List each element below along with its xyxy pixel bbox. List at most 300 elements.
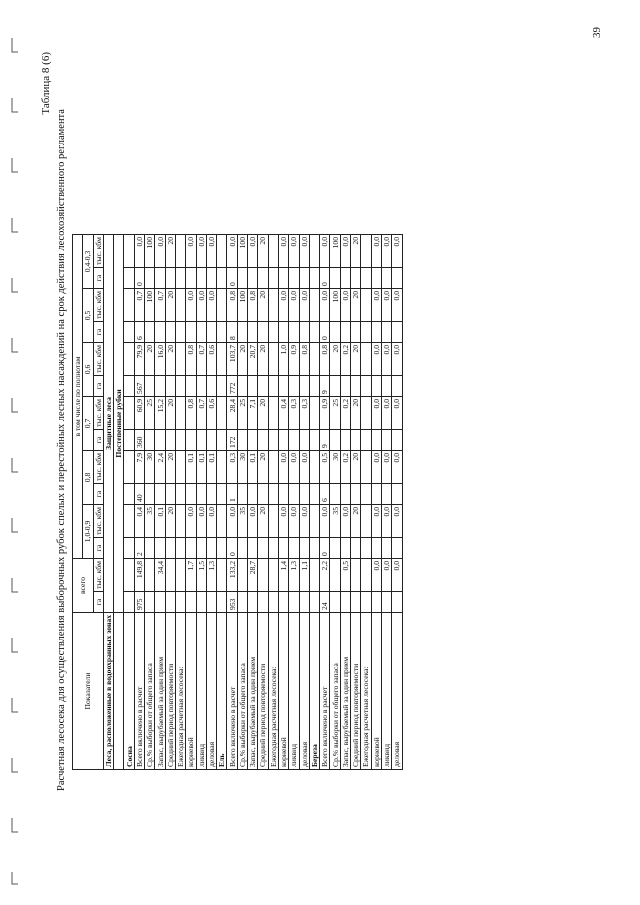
cell-ga [371,321,381,342]
cell-ga [278,267,288,288]
cell-ga: 6 [320,483,330,504]
cell-ga [381,375,391,396]
empty-cell [309,342,319,375]
unit-vol: тыс. кбм [93,396,103,429]
cell-ga [351,321,361,342]
cell-vol: 0,0 [371,288,381,321]
empty-cell [217,504,227,537]
cell-vol: 0,0 [392,558,402,591]
cell-vol: 20 [258,288,268,321]
cell-vol: 0,0 [381,450,391,483]
cell-ga [340,591,350,612]
cell-ga [165,267,175,288]
cell-ga: 0 [320,321,330,342]
cell-ga [330,483,340,504]
table-row [381,234,391,769]
cell-vol: 0,9 [320,396,330,429]
cell-vol: 0,0 [320,504,330,537]
cell-ga [381,591,391,612]
cell-ga [258,375,268,396]
cell-ga [361,483,371,504]
empty-cell [124,450,134,483]
row-label: Ежегодная расчетная лесосека: [361,612,371,769]
empty-cell [309,267,319,288]
cell-vol: 0,2 [340,396,350,429]
empty-cell [309,558,319,591]
empty-cell [124,342,134,375]
unit-vol: тыс. кбм [93,342,103,375]
cell-vol [361,450,371,483]
cell-ga [330,321,340,342]
unit-ga: га [93,483,103,504]
unit-ga: га [93,537,103,558]
header-indicator: Показатели [73,612,104,769]
cell-ga [155,321,165,342]
empty-cell [124,267,134,288]
cell-vol: 79,9 [134,342,144,375]
cell-ga [299,537,309,558]
cell-vol: 0,8 [186,342,196,375]
cell-ga [361,321,371,342]
cell-ga [258,537,268,558]
cell-vol: 15,2 [155,396,165,429]
cell-vol [165,558,175,591]
row-label: корневой [278,612,288,769]
cell-ga [186,429,196,450]
cell-ga [278,321,288,342]
row-label: Средний период повторяемости [258,612,268,769]
cell-ga: 0 [134,267,144,288]
table-row [351,234,361,769]
cell-ga: 6 [134,321,144,342]
cell-vol: 0,0 [289,450,299,483]
cell-vol: 0,0 [278,234,288,267]
table-row [340,234,350,769]
cell-vol: 0,0 [299,234,309,267]
cell-ga: 172 [227,429,237,450]
cell-vol: 0,2 [340,450,350,483]
table-row [196,234,206,769]
cell-vol: 0,6 [206,396,216,429]
empty-cell [217,558,227,591]
cell-vol: 1,3 [206,558,216,591]
cell-ga [330,375,340,396]
cell-ga [381,483,391,504]
banner-cut: Постепенные рубки [114,234,124,612]
cell-ga: 0 [227,267,237,288]
table-row [361,234,371,769]
cell-vol: 0,0 [320,234,330,267]
cell-ga [268,429,278,450]
banner-forests: Защитные леса [103,234,113,612]
cell-vol: 0,0 [371,558,381,591]
cell-ga [371,429,381,450]
empty-cell [309,429,319,450]
cell-vol: 0,0 [299,504,309,537]
row-label: деловая [299,612,309,769]
empty-cell [124,396,134,429]
cell-vol: 35 [145,504,155,537]
row-label: Средний период повторяемости [165,612,175,769]
empty-cell [124,234,134,267]
header-density: 1,0-0,9 [83,504,93,558]
cell-ga: 24 [320,591,330,612]
cell-ga [206,429,216,450]
cell-ga [145,267,155,288]
cell-vol: 0,0 [206,234,216,267]
cell-ga [340,429,350,450]
cell-vol: 0,0 [206,504,216,537]
cell-ga [165,375,175,396]
cell-vol: 0,0 [186,504,196,537]
spacer-cell [114,612,124,769]
cell-vol: 20 [165,342,175,375]
cell-vol: 0,2 [340,342,350,375]
cell-vol: 0,1 [206,450,216,483]
table-row [371,234,381,769]
cell-vol: 35 [237,504,247,537]
cell-vol: 0,0 [278,450,288,483]
cell-vol: 0,0 [289,234,299,267]
row-label: Ежегодная расчетная лесосека: [175,612,185,769]
cell-ga [186,591,196,612]
cell-ga [175,267,185,288]
empty-cell [309,483,319,504]
cell-ga [237,591,247,612]
cell-ga [268,321,278,342]
cell-vol: 34,4 [155,558,165,591]
empty-cell [309,396,319,429]
cell-vol: 0,0 [196,504,206,537]
cell-vol [361,558,371,591]
cell-vol: 0,0 [371,504,381,537]
cell-ga [165,537,175,558]
cell-ga [289,267,299,288]
cell-vol: 25 [330,396,340,429]
table-row [134,234,144,769]
cell-vol: 16,0 [155,342,165,375]
cell-vol: 0,0 [392,450,402,483]
empty-cell [309,375,319,396]
cell-vol: 0,8 [248,288,258,321]
cell-vol: 0,0 [289,504,299,537]
cell-vol [268,396,278,429]
cell-vol: 100 [237,288,247,321]
cell-vol: 1,3 [289,558,299,591]
cell-vol: 20 [165,450,175,483]
cell-vol [175,558,185,591]
unit-ga: га [93,591,103,612]
cell-vol: 1,1 [299,558,309,591]
cell-ga [268,267,278,288]
table-row [155,234,165,769]
cell-ga [196,483,206,504]
cell-ga [237,483,247,504]
cell-ga [340,483,350,504]
cell-ga [361,537,371,558]
cell-vol: 0,0 [381,288,391,321]
empty-cell [217,267,227,288]
cell-ga [196,537,206,558]
cell-ga [289,375,299,396]
row-label: ликвид [289,612,299,769]
cell-vol: 0,0 [186,234,196,267]
cell-ga [278,483,288,504]
cell-vol: 20 [165,396,175,429]
cell-ga [155,375,165,396]
row-label: ликвид [196,612,206,769]
cell-vol: 0,7 [196,342,206,375]
cell-ga [371,591,381,612]
cell-ga [145,375,155,396]
cell-ga [278,537,288,558]
cell-ga [206,321,216,342]
cell-ga [165,483,175,504]
cell-vol: 0,0 [289,288,299,321]
cell-ga [381,537,391,558]
cell-ga [392,321,402,342]
cell-vol: 100 [330,234,340,267]
cell-vol: 100 [145,234,155,267]
cell-vol: 7,1 [248,396,258,429]
cell-ga [206,267,216,288]
cell-ga [145,483,155,504]
cell-vol: 133,2 [227,558,237,591]
cell-vol: 20 [330,342,340,375]
row-label: корневой [186,612,196,769]
cell-ga [299,591,309,612]
zone-label: Леса, расположенные в водоохранных зонах [103,612,113,769]
header-density: 0,7 [83,396,93,450]
cell-vol: 0,0 [371,234,381,267]
table-row [186,234,196,769]
row-label: Запас, вырубаемый за один прием [340,612,350,769]
table-row [392,234,402,769]
unit-ga: га [93,375,103,396]
cell-vol: 20 [258,342,268,375]
cell-vol: 20 [145,342,155,375]
cell-vol: 0,0 [206,288,216,321]
cell-ga [237,321,247,342]
cell-ga: 9 [320,375,330,396]
cell-ga: 953 [227,591,237,612]
table-row [237,234,247,769]
cell-vol [175,396,185,429]
header-in-density: в том числе по полнотам [73,234,83,558]
cell-vol: 28,7 [248,558,258,591]
header-density: 0,4-0,3 [83,234,93,288]
cell-ga [392,483,402,504]
unit-vol: тыс. кбм [93,234,103,267]
forest-cut-table [72,234,403,770]
cell-ga [258,429,268,450]
empty-cell [124,429,134,450]
empty-cell [309,288,319,321]
row-label: деловая [392,612,402,769]
cell-vol: 0,0 [340,234,350,267]
cell-ga [248,429,258,450]
cell-vol: 0,3 [227,450,237,483]
empty-cell [124,558,134,591]
table-row [248,234,258,769]
table-row [268,234,278,769]
cell-vol: 1,0 [278,342,288,375]
cell-ga [258,267,268,288]
cell-vol: 0,0 [196,234,206,267]
cell-ga [371,375,381,396]
row-label: корневой [371,612,381,769]
cell-ga [330,429,340,450]
row-label: Всего включено в расчет [227,612,237,769]
cell-vol: 0,0 [381,558,391,591]
cell-ga [186,375,196,396]
row-label: Средний период повторяемости [351,612,361,769]
cell-vol [268,234,278,267]
cell-vol: 0,8 [227,288,237,321]
cell-vol: 20 [237,342,247,375]
cell-ga [299,429,309,450]
cell-ga: 975 [134,591,144,612]
empty-cell [124,321,134,342]
cell-ga [371,267,381,288]
cell-ga [299,375,309,396]
cell-ga [361,591,371,612]
cell-ga: 0 [320,267,330,288]
empty-cell [217,591,227,612]
cell-ga [196,429,206,450]
cell-ga: 360 [134,429,144,450]
unit-vol: тыс. кбм [93,288,103,321]
cell-ga: 9 [320,429,330,450]
cell-ga [175,375,185,396]
empty-cell [309,321,319,342]
cell-vol: 30 [330,450,340,483]
empty-cell [217,396,227,429]
cell-ga [186,267,196,288]
empty-cell [217,342,227,375]
cell-vol [361,342,371,375]
empty-cell [124,375,134,396]
cell-vol: 100 [237,234,247,267]
cell-ga [361,375,371,396]
table-row [175,234,185,769]
cell-vol: 35 [330,504,340,537]
cell-ga [175,429,185,450]
cell-ga [340,267,350,288]
table-row [278,234,288,769]
cell-ga [351,483,361,504]
cell-vol: 0,0 [196,288,206,321]
empty-cell [309,537,319,558]
cell-ga [268,537,278,558]
cell-vol: 0,0 [381,396,391,429]
table-number: Таблица 8 (6) [40,52,52,115]
empty-cell [309,234,319,267]
cell-ga [278,429,288,450]
cell-vol: 20 [258,234,268,267]
cell-vol [268,558,278,591]
cell-vol: 28,4 [227,396,237,429]
empty-cell [309,450,319,483]
cell-vol [330,558,340,591]
cell-ga: 567 [134,375,144,396]
table-row [320,234,330,769]
cell-vol: 20 [351,288,361,321]
cell-vol: 0,0 [392,504,402,537]
cell-ga [289,321,299,342]
cell-vol: 0,5 [320,450,330,483]
cell-ga [175,321,185,342]
cell-vol: 0,0 [371,342,381,375]
cell-vol: 0,0 [278,504,288,537]
cell-ga [299,267,309,288]
cell-vol [258,558,268,591]
cell-ga [196,375,206,396]
cell-ga [278,591,288,612]
cell-vol: 1,7 [186,558,196,591]
cell-ga [186,483,196,504]
cell-vol: 0,0 [155,234,165,267]
cell-vol: 0,1 [186,450,196,483]
cell-ga [381,429,391,450]
cell-vol: 0,8 [186,396,196,429]
cell-vol: 25 [237,396,247,429]
cell-vol: 1,4 [278,558,288,591]
cell-ga [165,321,175,342]
cell-ga [371,537,381,558]
cell-vol: 0,9 [289,342,299,375]
cell-vol: 7,9 [134,450,144,483]
table-row [258,234,268,769]
row-label: Всего включено в расчет [320,612,330,769]
unit-ga: га [93,267,103,288]
cell-ga [330,537,340,558]
cell-vol: 0,0 [278,288,288,321]
header-density: 0,8 [83,450,93,504]
cell-vol: 20 [351,396,361,429]
cell-ga [206,537,216,558]
cell-vol: 0,0 [248,504,258,537]
cell-vol: 0,3 [299,396,309,429]
cell-ga [289,537,299,558]
cell-ga [299,483,309,504]
cell-vol: 0,1 [248,450,258,483]
cell-ga [145,537,155,558]
table-row [299,234,309,769]
cell-ga [381,321,391,342]
cell-ga [392,429,402,450]
cell-ga [258,483,268,504]
cell-ga [361,429,371,450]
cell-vol: 20,7 [248,342,258,375]
unit-vol: тыс. кбм [93,450,103,483]
cell-vol [145,558,155,591]
cell-vol: 100 [145,288,155,321]
table-row [145,234,155,769]
cell-ga [145,429,155,450]
cell-ga [196,591,206,612]
cell-ga [268,591,278,612]
cell-ga [165,429,175,450]
empty-cell [217,288,227,321]
cell-ga [237,537,247,558]
cell-vol: 0,0 [248,234,258,267]
cell-vol: 0,0 [392,342,402,375]
cell-vol: 0,0 [371,450,381,483]
cell-vol: 0,4 [278,396,288,429]
cell-vol: 0,0 [134,234,144,267]
cell-vol: 25 [145,396,155,429]
